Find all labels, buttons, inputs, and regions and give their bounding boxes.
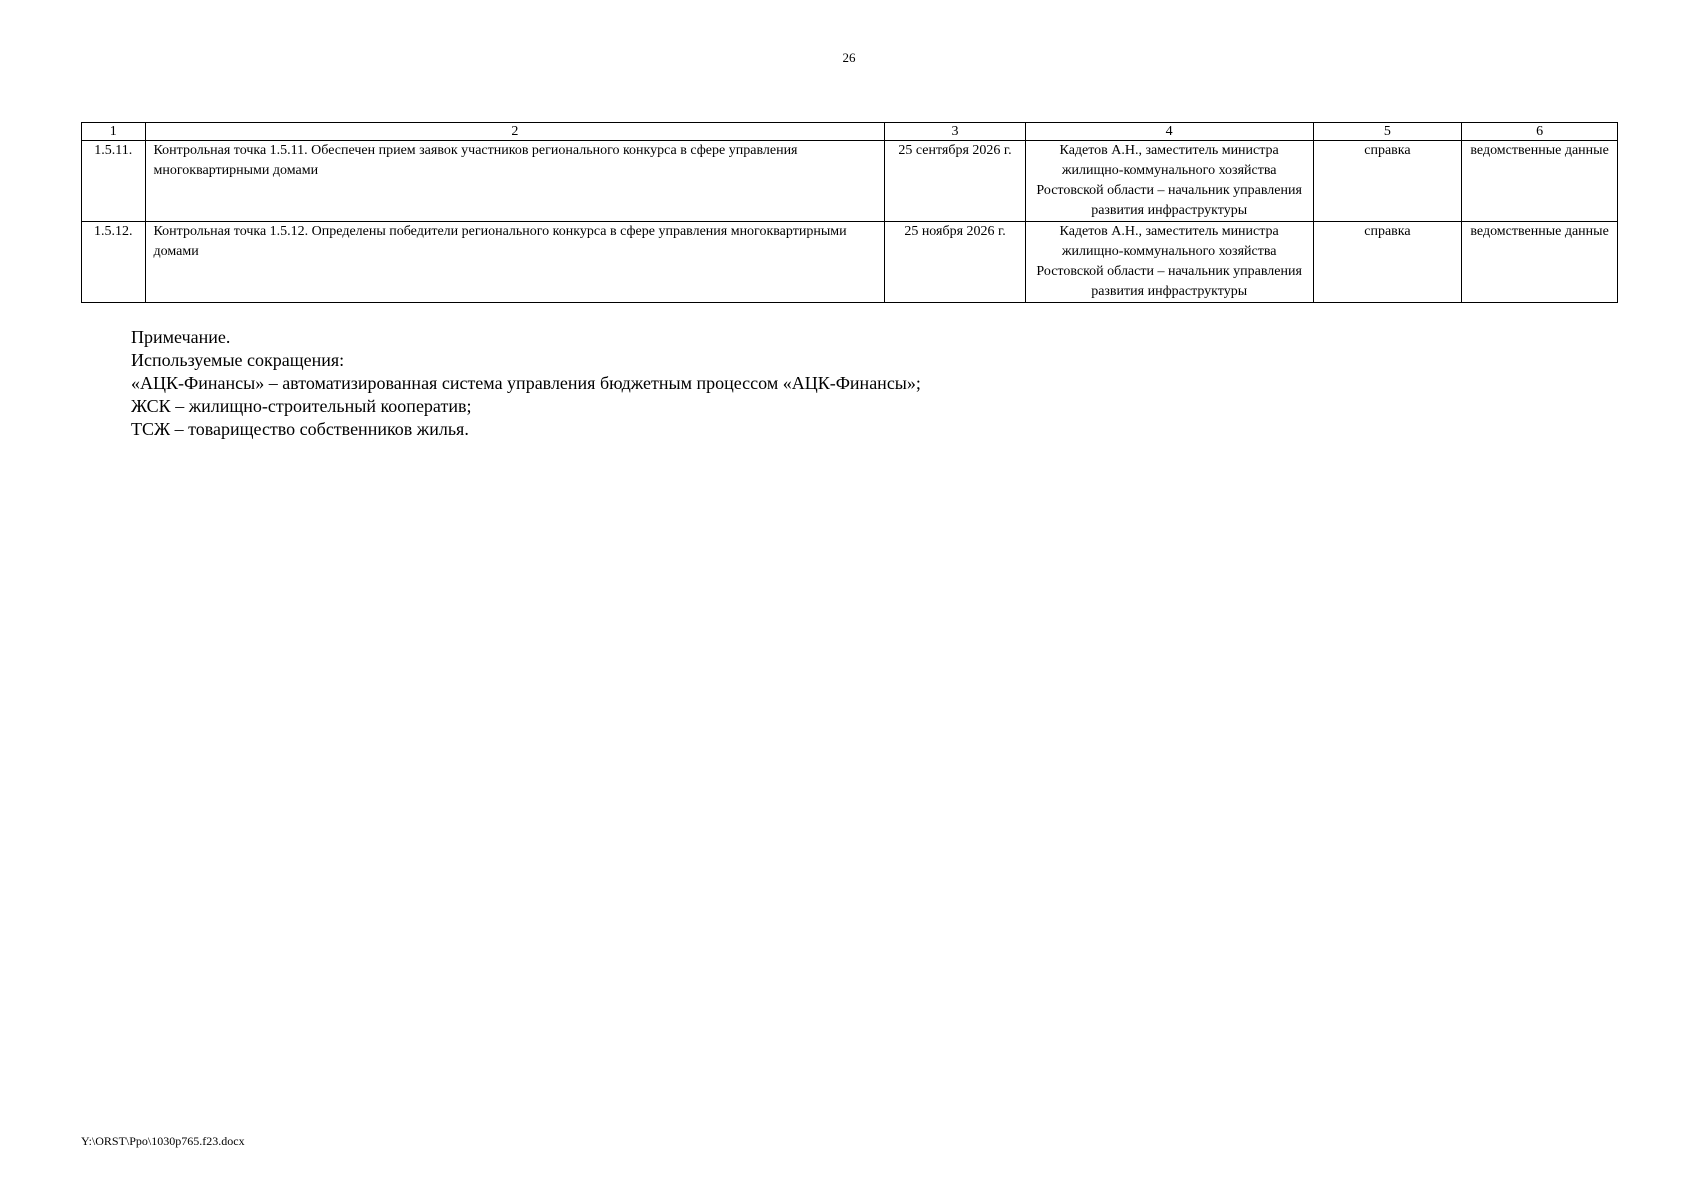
deadline-date: 25 ноября 2026 г.	[885, 222, 1025, 303]
table-header-row	[82, 123, 1618, 141]
responsible-person: Кадетов А.Н., заместитель министра жилищно-коммунального хозяйства Ростовской области – начальник управления развития инфраструктуры	[1025, 222, 1313, 303]
column-header-1: 1	[82, 123, 146, 141]
column-header-6: 6	[1462, 123, 1618, 141]
notes-block	[131, 326, 921, 441]
column-header-5: 5	[1313, 123, 1462, 141]
document-type: справка	[1313, 141, 1462, 222]
column-header-3: 3	[885, 123, 1025, 141]
file-path-footer: Y:\ORST\Ppo\1030p765.f23.docx	[81, 1134, 245, 1148]
responsible-person: Кадетов А.Н., заместитель министра жилищно-коммунального хозяйства Ростовской области – начальник управления развития инфраструктуры	[1025, 141, 1313, 222]
abbreviation-line: ЖСК – жилищно-строительный кооператив;	[131, 396, 472, 416]
information-source: ведомственные данные	[1462, 141, 1618, 222]
abbreviations-heading: Используемые сокращения:	[131, 350, 345, 370]
column-header-4: 4	[1025, 123, 1313, 141]
event-description: Контрольная точка 1.5.12. Определены победители регионального конкурса в сфере управления многоквартирными домами	[145, 222, 885, 303]
information-source: ведомственные данные	[1462, 222, 1618, 303]
deadline-date: 25 сентября 2026 г.	[885, 141, 1025, 222]
abbreviation-line: «АЦК-Финансы» – автоматизированная система управления бюджетным процессом «АЦК-Финансы»;	[131, 373, 921, 393]
row-number: 1.5.11.	[82, 141, 146, 222]
column-header-2: 2	[145, 123, 885, 141]
document-type: справка	[1313, 222, 1462, 303]
row-number: 1.5.12.	[82, 222, 146, 303]
table-row	[82, 141, 1618, 222]
note-title: Примечание.	[131, 327, 231, 347]
abbreviation-line: ТСЖ – товарищество собственников жилья.	[131, 419, 469, 439]
page-number: 26	[842, 50, 856, 65]
table-row	[82, 222, 1618, 303]
control-points-table	[81, 122, 1618, 303]
event-description: Контрольная точка 1.5.11. Обеспечен прием заявок участников регионального конкурса в сфере управления многоквартирными домами	[145, 141, 885, 222]
